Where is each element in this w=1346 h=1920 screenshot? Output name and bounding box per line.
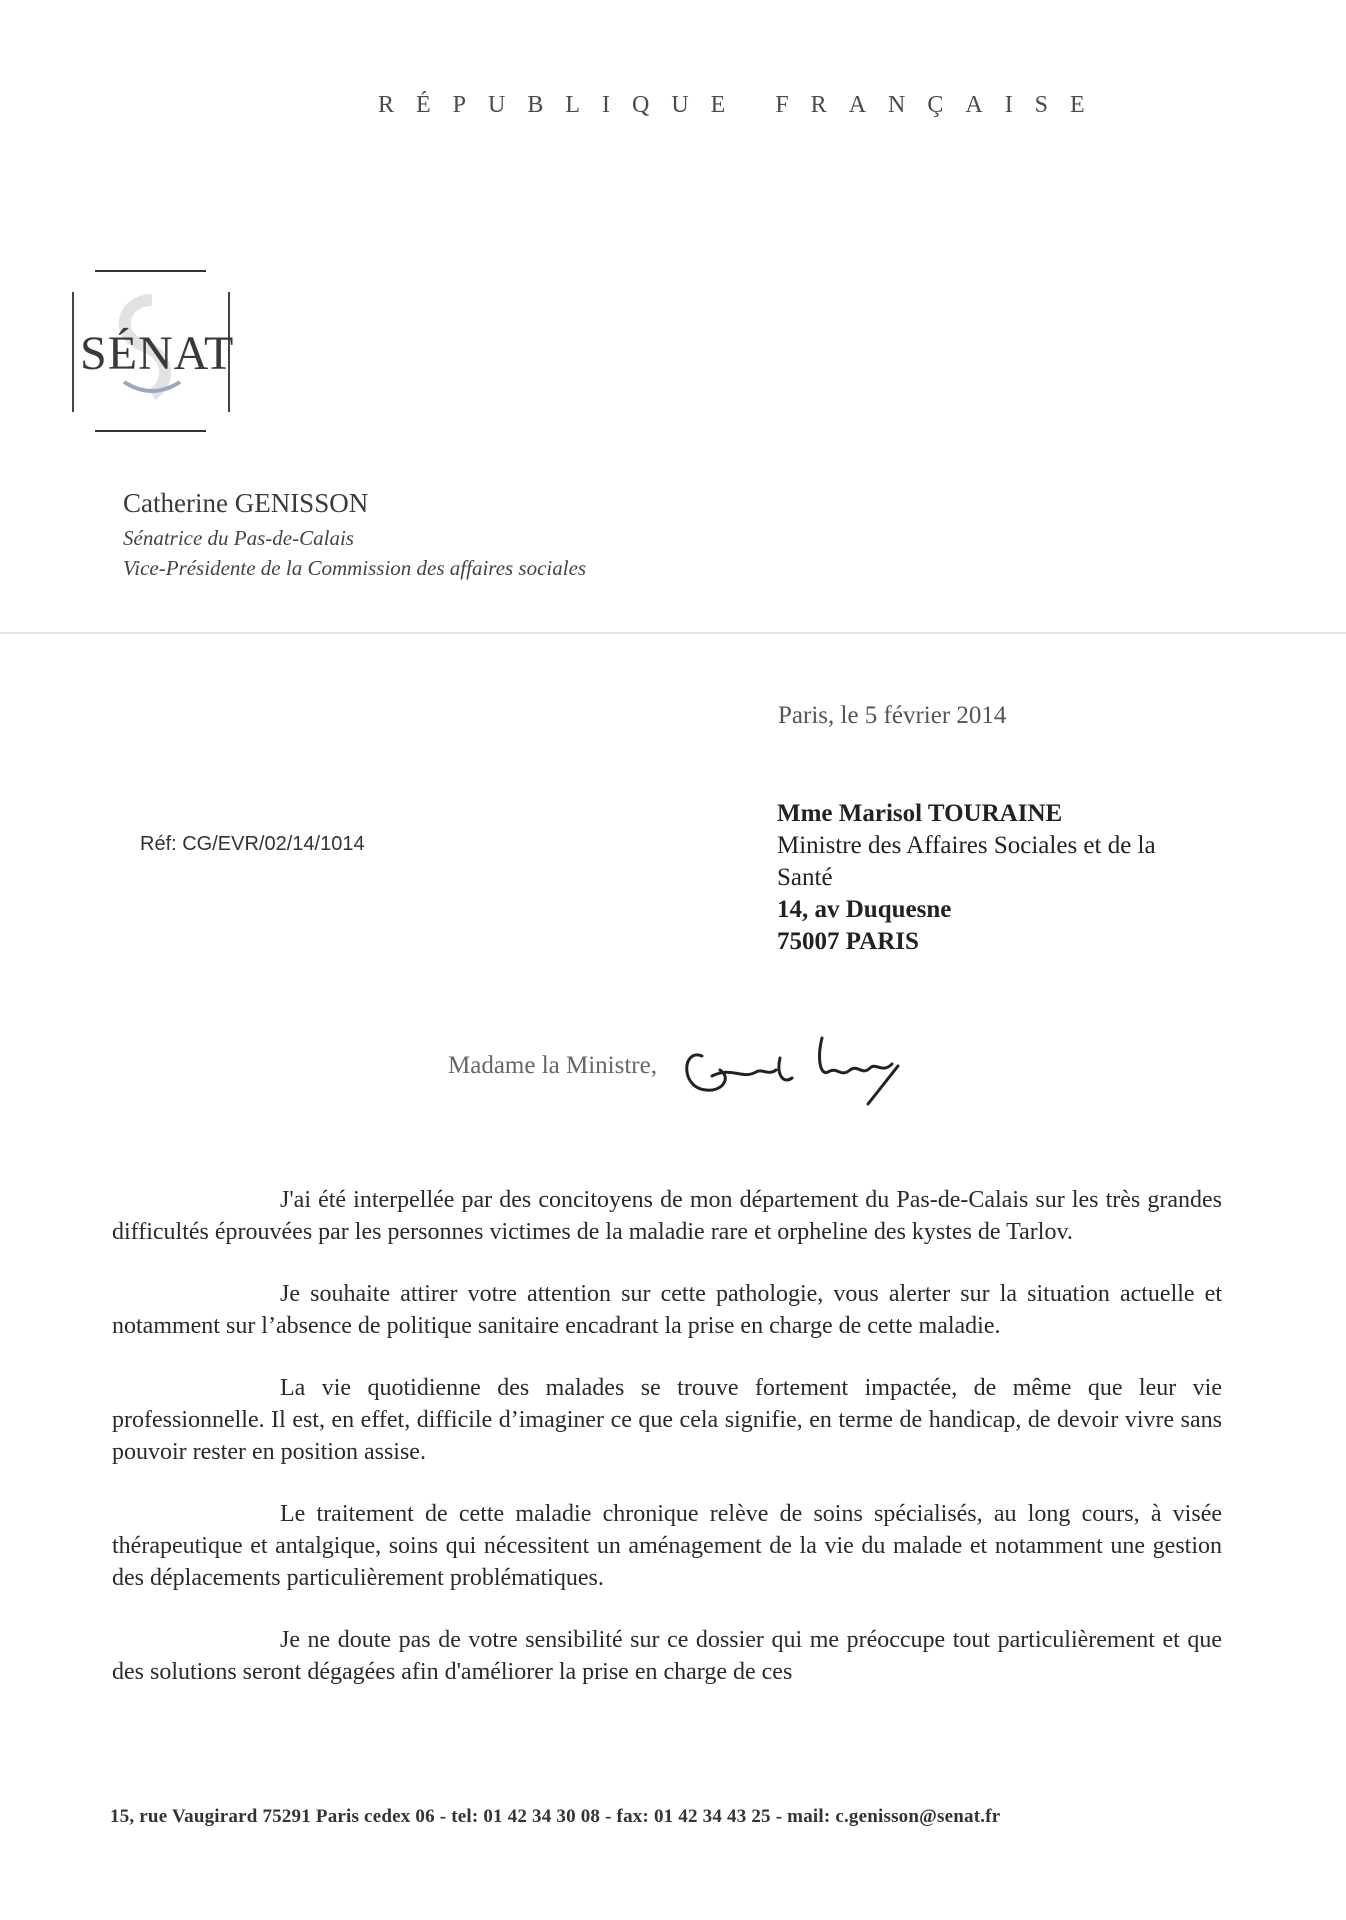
body-paragraph-3: La vie quotidienne des malades se trouve fortement impactée, de même que leur vie professionnelle. Il est, en effet, difficile d’imaginer ce que cela signifie, en terme de handicap, de devoir vivre sans pouvoir rester en position assise. xyxy=(112,1375,1222,1465)
fold-line xyxy=(0,632,1346,634)
body-paragraph-1: J'ai été interpellée par des concitoyens de mon département du Pas-de-Calais sur les très grandes difficultés éprouvées par les personnes victimes de la maladie rare et orpheline des kystes de Tarlov. xyxy=(112,1187,1222,1245)
sender-name: Catherine GENISSON xyxy=(123,488,369,518)
senat-logo-text: SÉNAT xyxy=(80,327,235,380)
recipient-address-1: 14, av Duquesne xyxy=(777,896,952,923)
sender-title-2: Vice-Présidente de la Commission des affaires sociales xyxy=(123,556,587,580)
recipient-name: Mme Marisol TOURAINE xyxy=(777,800,1063,827)
body-paragraph-5: Je ne doute pas de votre sensibilité sur ce dossier qui me préoccupe tout particulièrement et que des solutions seront dégagées afin d'améliorer la prise en charge de ces xyxy=(112,1627,1222,1685)
republique-francaise-header: RÉPUBLIQUE FRANÇAISE xyxy=(378,92,1107,118)
recipient-block xyxy=(777,798,1156,958)
body-paragraph-4: Le traitement de cette maladie chronique relève de soins spécialisés, au long cours, à visée thérapeutique et antalgique, soins qui nécessitent un aménagement de la vie du malade et notamment une gestion des déplacements particulièrement problématiques. xyxy=(112,1501,1222,1591)
recipient-title-line-1: Ministre des Affaires Sociales et de la xyxy=(777,832,1156,859)
letter-date: Paris, le 5 février 2014 xyxy=(778,702,1007,729)
footer-contact: 15, rue Vaugirard 75291 Paris cedex 06 - tel: 01 42 34 30 08 - fax: 01 42 34 43 25 - mail: c.genisson@senat.fr xyxy=(110,1806,1001,1827)
body-paragraph-2: Je souhaite attirer votre attention sur cette pathologie, vous alerter sur la situation actuelle et notamment sur l’absence de politique sanitaire encadrant la prise en charge de cette maladie. xyxy=(112,1281,1222,1339)
sender-block xyxy=(123,488,586,583)
letter-body xyxy=(112,1184,1222,1718)
handwritten-annotation xyxy=(672,1018,922,1108)
recipient-address-2: 75007 PARIS xyxy=(777,928,919,955)
reference-number: Réf: CG/EVR/02/14/1014 xyxy=(140,833,365,855)
senat-logo xyxy=(72,270,235,432)
salutation: Madame la Ministre, xyxy=(448,1052,657,1079)
sender-title-1: Sénatrice du Pas-de-Calais xyxy=(123,526,354,550)
recipient-title-line-2: Santé xyxy=(777,864,833,891)
